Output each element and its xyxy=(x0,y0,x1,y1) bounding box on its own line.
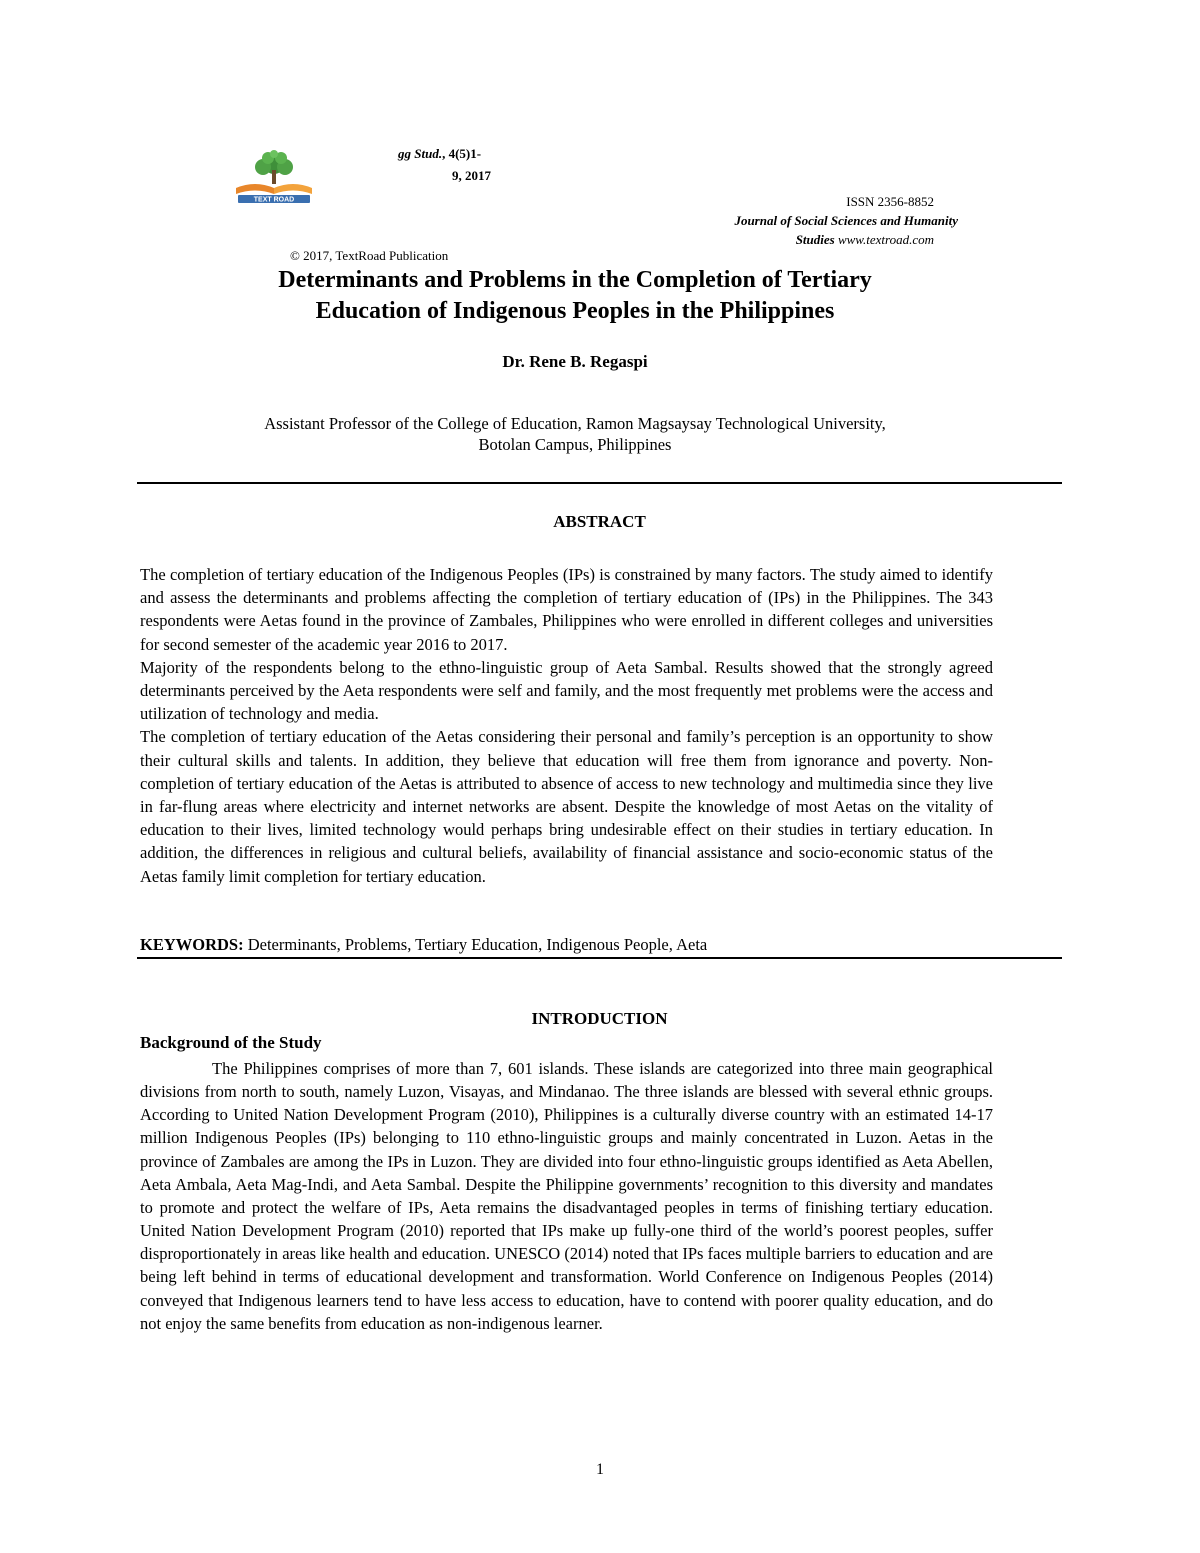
paper-title xyxy=(150,265,1000,327)
author: Dr. Rene B. Regaspi xyxy=(502,352,648,371)
keywords-label: KEYWORDS: xyxy=(140,935,244,954)
journal-name-cont: Studies xyxy=(795,232,835,247)
abstract-body xyxy=(140,563,993,888)
divider-bottom xyxy=(137,957,1062,959)
journal-citation xyxy=(398,143,491,187)
logo-text: TEXT ROAD xyxy=(253,196,295,204)
title-line-1: Determinants and Problems in the Completion of Tertiary xyxy=(278,267,872,293)
keywords-list: Determinants, Problems, Tertiary Education, Indigenous People, Aeta xyxy=(243,935,708,954)
citation-pages: 9, 2017 xyxy=(452,168,491,183)
abstract-paragraph: The completion of tertiary education of the Indigenous Peoples (IPs) is constrained by many factors. The study aimed to identify and assess the determinants and problems affecting the completion of tertiary education of (IPs) in the Philippines. The 343 respondents were Aetas found in the province of Zambales, Philippines who were enrolled in different colleges and universities for second semester of the academic year 2016 to 2017. xyxy=(140,565,993,654)
affiliation-line-1: Assistant Professor of the College of Education, Ramon Magsaysay Technological University, xyxy=(264,414,886,433)
keywords xyxy=(140,934,1040,956)
issn: ISSN 2356-8852 xyxy=(846,194,934,209)
divider-top xyxy=(137,482,1062,484)
abstract-paragraph: The completion of tertiary education of the Aetas considering their personal and family’s perception is an opportunity to show their cultural skills and talents. In addition, they believe that education will free them from ignorance and poverty. Non-completion of tertiary education of the Aetas is attributed to absence of access to new technology and multimedia since they live in far-flung areas where electricity and internet networks are absent. Despite the knowledge of most Aetas on the vitality of education to their lives, limited technology would perhaps bring undesirable effect on their studies in tertiary education. In addition, the differences in religious and cultural beliefs, availability of financial assistance and socio-economic status of the Aetas family limit completion for tertiary education. xyxy=(140,727,993,886)
affiliation-line-2: Botolan Campus, Philippines xyxy=(478,435,672,454)
journal-name: Journal of Social Sciences and Humanity xyxy=(734,213,958,228)
abstract-heading: ABSTRACT xyxy=(553,512,646,531)
affiliation xyxy=(150,413,1000,455)
introduction-paragraph: The Philippines comprises of more than 7, 601 islands. These islands are categorized into three main geographical divisions from north to south, namely Luzon, Visayas, and Mindanao. The three islands are blessed with several ethnic groups. According to United Nation Development Program (2010), Philippines is a culturally diverse country with an estimated 14-17 million Indigenous Peoples (IPs) belonging to 110 ethno-linguistic groups and mainly concentrated in Luzon. Aetas in the province of Zambales are among the IPs in Luzon. They are divided into four ethno-linguistic groups identified as Aeta Abellen, Aeta Ambala, Aeta Mag-Indi, and Aeta Sambal. Despite the Philippine governments’ recognition to this diversity and mandates to promote and protect the welfare of IPs, Aeta remains the disadvantaged peoples in terms of finishing tertiary education. United Nation Development Program (2010) reported that IPs make up fully-one third of the world’s poorest peoples, suffer disproportionately in areas like health and education. UNESCO (2014) noted that IPs faces multiple barriers to education and are being left behind in terms of educational development and transformation. World Conference on Indigenous Peoples (2014) conveyed that Indigenous learners tend to have less access to education, have to contend with poorer quality education, and do not enjoy the same benefits from education as non-indigenous learner. xyxy=(140,1059,993,1333)
title-line-2: Education of Indigenous Peoples in the Philippines xyxy=(315,298,835,324)
journal-url[interactable]: www.textroad.com xyxy=(837,232,934,247)
citation-volume: , 4(5)1- xyxy=(442,146,482,161)
journal-info xyxy=(734,192,958,249)
introduction-heading: INTRODUCTION xyxy=(531,1009,668,1028)
page-number: 1 xyxy=(596,1461,604,1478)
textroad-logo-icon xyxy=(228,150,320,204)
background-subheading: Background of the Study xyxy=(140,1033,322,1052)
copyright: © 2017, TextRoad Publication xyxy=(290,248,449,263)
abstract-paragraph: Majority of the respondents belong to the ethno-linguistic group of Aeta Sambal. Results showed that the strongly agreed determinants perceived by the Aeta respondents were self and family, and the most frequently met problems were the access and utilization of technology and media. xyxy=(140,657,993,724)
citation-journal: gg Stud. xyxy=(398,146,443,161)
